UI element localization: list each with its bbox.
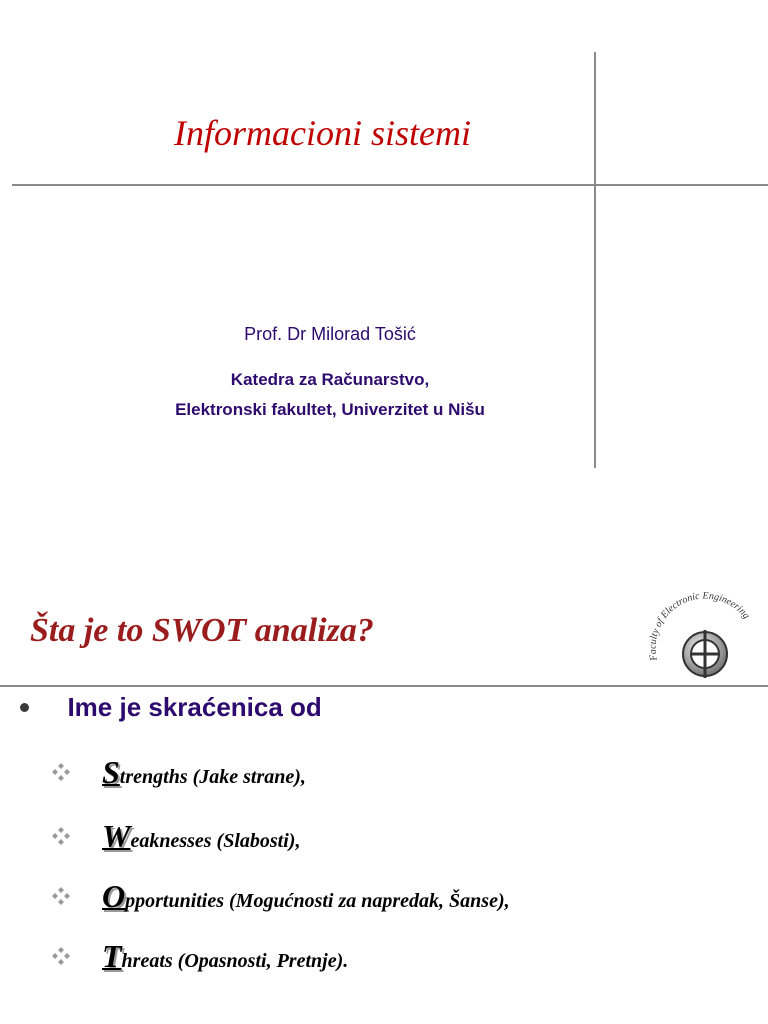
swot-text xyxy=(102,754,306,791)
diamond-bullet-icon xyxy=(50,885,72,907)
slide-title: Šta je to SWOT analiza? xyxy=(30,612,374,649)
bullet-item xyxy=(20,692,322,723)
swot-item-strengths xyxy=(50,752,306,792)
department-line-1: Katedra za Računarstvo, xyxy=(230,370,430,389)
swot-item-weaknesses xyxy=(50,816,300,856)
title-divider xyxy=(0,685,768,687)
presentation-title: Informacioni sistemi xyxy=(174,113,471,153)
bullet-text: Ime je skraćenica od xyxy=(67,692,322,722)
horizontal-rule xyxy=(12,184,768,186)
swot-rest: eaknesses (Slabosti), xyxy=(130,829,301,852)
swot-initial: S xyxy=(102,753,120,790)
swot-initial: W xyxy=(102,817,131,854)
swot-rest: pportunities (Mogućnosti za napredak, Šanse), xyxy=(125,889,510,912)
diamond-bullet-icon xyxy=(50,825,72,847)
diamond-bullet-icon xyxy=(50,761,72,783)
swot-item-threats xyxy=(50,936,348,976)
author-name: Prof. Dr Milorad Tošić xyxy=(244,324,416,344)
diamond-bullet-icon xyxy=(50,945,72,967)
swot-item-opportunities xyxy=(50,876,510,916)
faculty-logo-icon xyxy=(645,590,765,680)
dot-bullet-icon xyxy=(20,703,29,712)
department-line-2: Elektronski fakultet, Univerzitet u Nišu xyxy=(175,400,485,419)
logo-arc-text: Faculty of Electronic Engineering xyxy=(647,590,752,662)
swot-initial: T xyxy=(102,937,122,974)
swot-text xyxy=(102,878,510,915)
swot-rest: trengths (Jake strane), xyxy=(119,765,306,788)
swot-text xyxy=(102,818,300,855)
swot-rest: hreats (Opasnosti, Pretnje). xyxy=(121,949,349,972)
swot-initial: O xyxy=(102,877,126,914)
swot-text xyxy=(102,938,348,975)
swot-slide xyxy=(0,512,768,1024)
